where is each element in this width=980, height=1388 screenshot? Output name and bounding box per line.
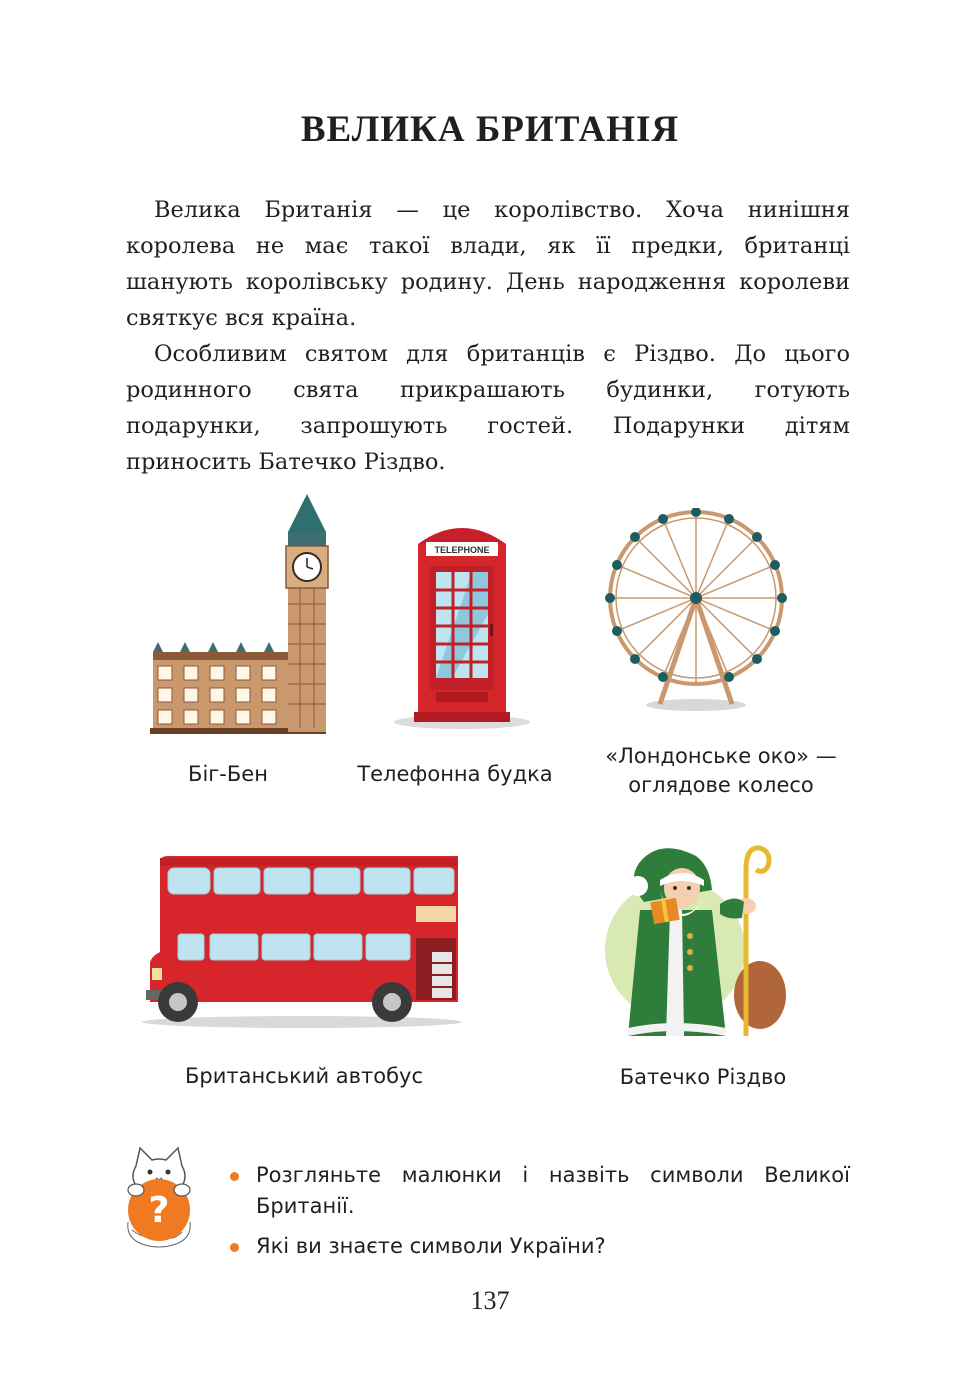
- paragraph-2: Особливим святом для британців є Різдво. До цього родинного свята прикрашають будинки, готують подарунки, запрошують гостей. Подарунки дітям приносить Батечко Різдво.: [126, 341, 850, 475]
- question-list: [228, 1160, 850, 1271]
- paragraph-1: Велика Британія — це королівство. Хоча нинішня королева не має такої влади, як її предки, британці шанують королівську родину. День народження королеви святкує вся країна.: [126, 197, 850, 331]
- caption-bus: Британський автобус: [184, 1064, 424, 1088]
- bus-illustration: [140, 852, 464, 1032]
- father-christmas-illustration: [600, 840, 790, 1046]
- page-title: ВЕЛИКА БРИТАНІЯ: [300, 109, 680, 150]
- caption-big-ben: Біг-Бен: [188, 762, 268, 786]
- question-cat-icon: [122, 1146, 196, 1248]
- bullet-dot: [230, 1172, 239, 1181]
- bullet-dot: [230, 1243, 239, 1252]
- page-number: 137: [470, 1286, 510, 1315]
- svg-text:?: ?: [148, 1190, 170, 1231]
- caption-london-eye-line-2: оглядове колесо: [628, 773, 814, 797]
- caption-london-eye-line-1: «Лондонське око» —: [605, 744, 837, 768]
- telephone-box-illustration: [392, 514, 532, 730]
- caption-phone-box: Телефонна будка: [357, 762, 553, 786]
- big-ben-illustration: [150, 494, 330, 736]
- telephone-sign: TELEPHONE: [434, 545, 490, 555]
- question-item-2: [228, 1231, 850, 1262]
- question-item-1: [228, 1160, 850, 1222]
- caption-father-christmas: Батечко Різдво: [619, 1065, 787, 1089]
- question-text-2: Які ви знаєте символи України?: [256, 1234, 606, 1258]
- london-eye-illustration: [598, 508, 794, 714]
- question-text-1: Розгляньте малюнки і назвіть символи Великої Британії.: [256, 1163, 850, 1218]
